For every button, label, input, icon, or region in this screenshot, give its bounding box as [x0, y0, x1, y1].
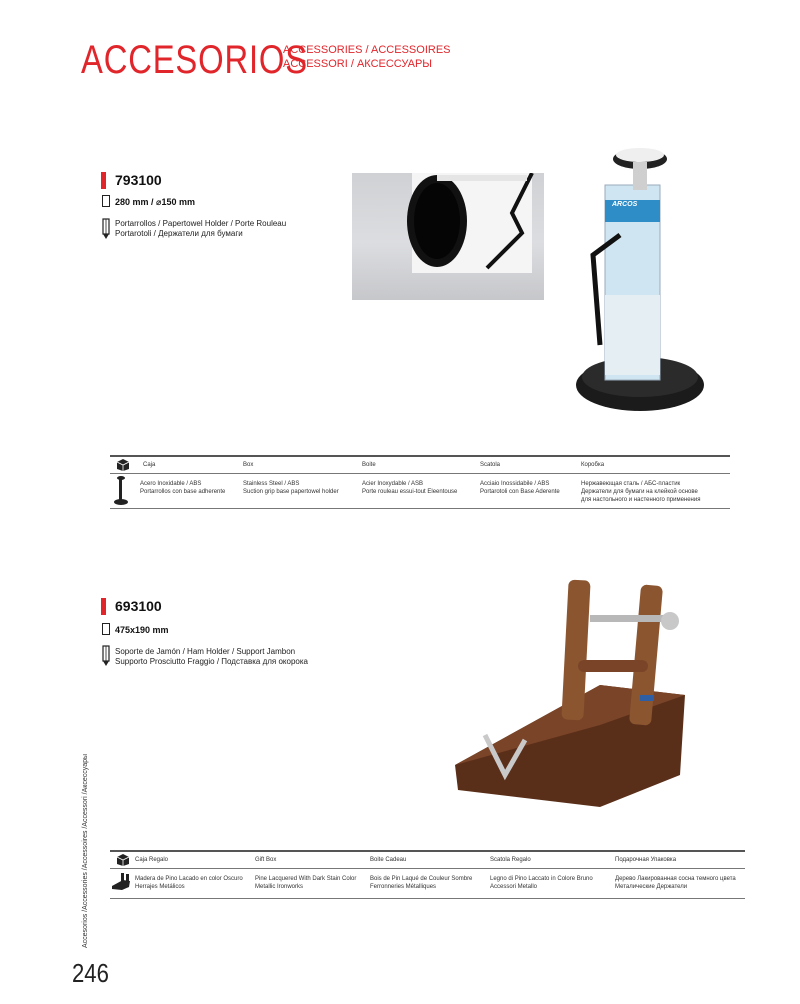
product-code: 693100 — [115, 598, 162, 614]
description-line-1: Soporte de Jamón / Ham Holder / Support Jambon — [115, 647, 296, 656]
table-cell: Дерево Лакированная сосна темного цвета Металические Держатели — [615, 876, 736, 890]
table-header-cell: Caja Regalo — [135, 857, 169, 863]
table-header-cell: Box — [243, 462, 254, 468]
table-top-rule — [110, 850, 745, 852]
table-header-cell: Scatola Regalo — [490, 857, 531, 863]
page-title: ACCESORIOS — [81, 38, 308, 82]
product-photo-ham-holder — [450, 575, 705, 810]
pencil-icon — [101, 218, 111, 238]
table-cell: Acero Inoxidable / ABS Portarrollos con base adherente — [140, 481, 226, 495]
table-header-cell: Gift Box — [255, 857, 277, 863]
product-description — [115, 647, 308, 667]
table-cell: Acier Inoxydable / ASB Porte rouleau essui-tout Eleentouse — [362, 481, 458, 495]
section-side-label: Accesorios /Accessories /Accessoires /Accessori /Аксессуары — [82, 753, 89, 948]
product-photo-papertowel-holder — [565, 145, 715, 420]
table-bottom-rule — [110, 898, 745, 899]
table-header-cell: Коробка — [581, 462, 605, 468]
table-divider — [110, 868, 745, 869]
subtitle-line-1: ACCESSORIES / ACCESSOIRES — [283, 44, 451, 56]
table-cell: Pine Lacquered With Dark Stain Color Metallic Ironworks — [255, 876, 357, 890]
table-bottom-rule — [110, 508, 730, 509]
page-number: 246 — [72, 958, 109, 988]
subtitle-line-2: ACCESSORI / АКСЕССУАРЫ — [283, 58, 433, 70]
brand-label: ARCOS — [612, 201, 638, 208]
ham-holder-thumbnail-icon — [111, 872, 131, 890]
page-subtitle — [283, 43, 451, 71]
table-cell: Bois de Pin Laqué de Couleur Sombre Ferronneries Métalliques — [370, 876, 473, 890]
product-photo-closeup — [352, 173, 544, 300]
product-thumbnail-icon — [113, 476, 129, 506]
table-header-cell: Caja — [143, 462, 156, 468]
description-line-2: Portarotoli / Держатели для бумаги — [115, 229, 243, 238]
gift-box-icon — [116, 853, 130, 865]
product-marker — [101, 172, 106, 189]
product-dimensions: 280 mm / ⌀150 mm — [115, 197, 195, 207]
table-header-cell: Boite Cadeau — [370, 857, 407, 863]
description-line-1: Portarrollos / Papertowel Holder / Porte Rouleau — [115, 219, 287, 228]
ruler-icon — [102, 195, 110, 207]
pencil-icon — [101, 645, 111, 665]
product-marker — [101, 598, 106, 615]
table-cell: Madera de Pino Lacado en color Oscuro Herrajes Metálicos — [135, 876, 243, 890]
table-header-cell: Boite — [362, 462, 376, 468]
table-top-rule — [110, 455, 730, 457]
product-code: 793100 — [115, 172, 162, 188]
ruler-icon — [102, 623, 110, 635]
table-cell: Legno di Pino Laccato in Colore Bruno Accessori Metallo — [490, 876, 593, 890]
table-cell: Нержавеющая сталь / АБС-пластик Держатели для бумаги на клейкой основе для настольного и настенного применения — [581, 481, 701, 503]
table-divider — [110, 473, 730, 474]
table-header-cell: Подарочная Упаковка — [615, 857, 677, 863]
description-line-2: Supporto Prosciutto Fraggio / Подставка для окорока — [115, 657, 308, 666]
table-cell: Stainless Steel / ABS Suction grip base papertowel holder — [243, 481, 339, 495]
product-description — [115, 219, 286, 239]
box-icon — [116, 458, 130, 470]
table-cell: Acciaio Inossidabile / ABS Portarotoli con Base Aderente — [480, 481, 560, 495]
table-header-cell: Scatola — [480, 462, 501, 468]
product-dimensions: 475x190 mm — [115, 625, 169, 635]
